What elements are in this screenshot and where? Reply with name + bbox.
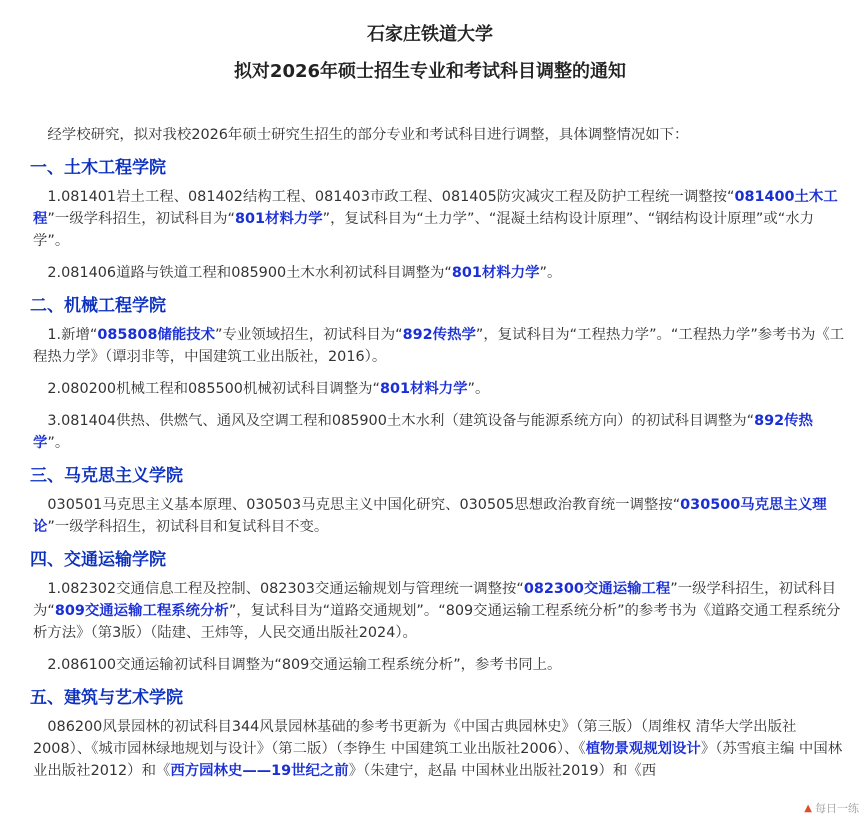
- corner-badge[interactable]: [804, 800, 859, 816]
- highlighted-text: 809交通运输工程系统分析: [54, 603, 229, 619]
- section-paragraph: [33, 262, 845, 284]
- highlighted-text: 082300交通运输工程: [523, 581, 671, 597]
- section-paragraph: [33, 186, 845, 252]
- paragraph-text: 2.081406道路与铁道工程和085900土木水利初试科目调整为“: [47, 265, 452, 281]
- section-heading: 五、建筑与艺术学院: [30, 688, 183, 708]
- paragraph-text: 030501马克思主义基本原理、030503马克思主义中国化研究、030505思想政治教育统一调整按“: [47, 497, 681, 513]
- highlighted-text: 081400土木工程: [33, 189, 838, 227]
- section-paragraph: [33, 324, 845, 368]
- highlighted-text: 801材料力学: [379, 381, 468, 397]
- paragraph-text: 1.082302交通信息工程及控制、082303交通运输规划与管理统一调整按“: [47, 581, 524, 597]
- highlighted-text: 030500马克思主义理论: [33, 497, 827, 535]
- paragraph-text: 2.080200机械工程和085500机械初试科目调整为“: [47, 381, 380, 397]
- section-heading: 三、马克思主义学院: [30, 466, 183, 486]
- paragraph-text: 086200风景园林的初试科目344风景园林基础的参考书更新为《中国古典园林史》（第三版）（周维权 清华大学出版社2008）、《城市园林绿地规划与设计》（第二版）（李铮生 中国建筑工业出版社2006）、《: [33, 719, 797, 757]
- university-title: 石家庄铁道大学: [367, 24, 493, 45]
- paragraph-text: ”，复试科目为“土力学”、“混凝土结构设计原理”、“钢结构设计原理”或“水力学”。: [33, 211, 814, 249]
- paragraph-text: 》（苏雪痕主编 中国林业出版社2012）和《: [33, 741, 843, 779]
- paragraph-text: ”。: [47, 435, 70, 451]
- paragraph-text: ”一级学科招生，初试科目和复试科目不变。: [47, 519, 329, 535]
- highlighted-text: 西方园林史——19世纪之前: [170, 763, 349, 779]
- corner-text: 每日一练: [815, 802, 859, 815]
- intro-text: 经学校研究，拟对我校2026年硕士研究生招生的部分专业和考试科目进行调整，具体调整情况如下：: [47, 127, 689, 143]
- section-heading: 一、土木工程学院: [30, 158, 166, 178]
- highlighted-text: 892传热学: [402, 327, 476, 343]
- paragraph-text: 1.新增“: [47, 327, 98, 343]
- section-heading: 四、交通运输学院: [30, 550, 166, 570]
- highlighted-text: 801材料力学: [235, 211, 323, 227]
- section-paragraph: [33, 378, 845, 400]
- paragraph-text: ”专业领域招生，初试科目为“: [215, 327, 403, 343]
- section-paragraph: [33, 654, 845, 676]
- highlighted-text: 892传热学: [33, 413, 813, 451]
- paragraph-text: ”，复试科目为“道路交通规划”。“809交通运输工程系统分析”的参考书为《道路交通工程系统分析方法》（第3版）（陆建、王炜等，人民交通出版社2024）。: [33, 603, 841, 641]
- paragraph-text: 3.081404供热、供燃气、通风及空调工程和085900土木水利（建筑设备与能源系统方向）的初试科目调整为“: [47, 413, 755, 429]
- paragraph-text: ”，复试科目为“工程热力学”。“工程热力学”参考书为《工程热力学》（谭羽非等，中国建筑工业出版社，2016）。: [33, 327, 845, 365]
- highlighted-text: 801材料力学: [451, 265, 540, 281]
- paragraph-text: 1.081401岩土工程、081402结构工程、081403市政工程、081405防灾减灾工程及防护工程统一调整按“: [47, 189, 735, 205]
- paragraph-text: ”一级学科招生，初试科目为“: [47, 211, 236, 227]
- paragraph-text: ”。: [539, 265, 562, 281]
- intro-paragraph: [33, 124, 845, 146]
- highlighted-text: 植物景观规划设计: [585, 741, 701, 757]
- highlighted-text: 085808储能技术: [97, 327, 216, 343]
- paragraph-text: ”一级学科招生，初试科目为“: [33, 581, 837, 619]
- notice-title: 拟对2026年硕士招生专业和考试科目调整的通知: [233, 61, 627, 82]
- paragraph-text: 》（朱建宁，赵晶 中国林业出版社2019）和《西: [348, 763, 657, 779]
- section-paragraph: [33, 578, 845, 644]
- section-paragraph: [33, 410, 845, 454]
- section-paragraph: [33, 494, 845, 538]
- sections-container: [30, 156, 845, 782]
- paragraph-text: 2.086100交通运输初试科目调整为“809交通运输工程系统分析”，参考书同上。: [47, 657, 562, 673]
- notice-content: [30, 124, 845, 792]
- section-heading: 二、机械工程学院: [30, 296, 166, 316]
- section-paragraph: [33, 716, 845, 782]
- warning-triangle-icon: ▲: [804, 802, 812, 814]
- paragraph-text: ”。: [467, 381, 490, 397]
